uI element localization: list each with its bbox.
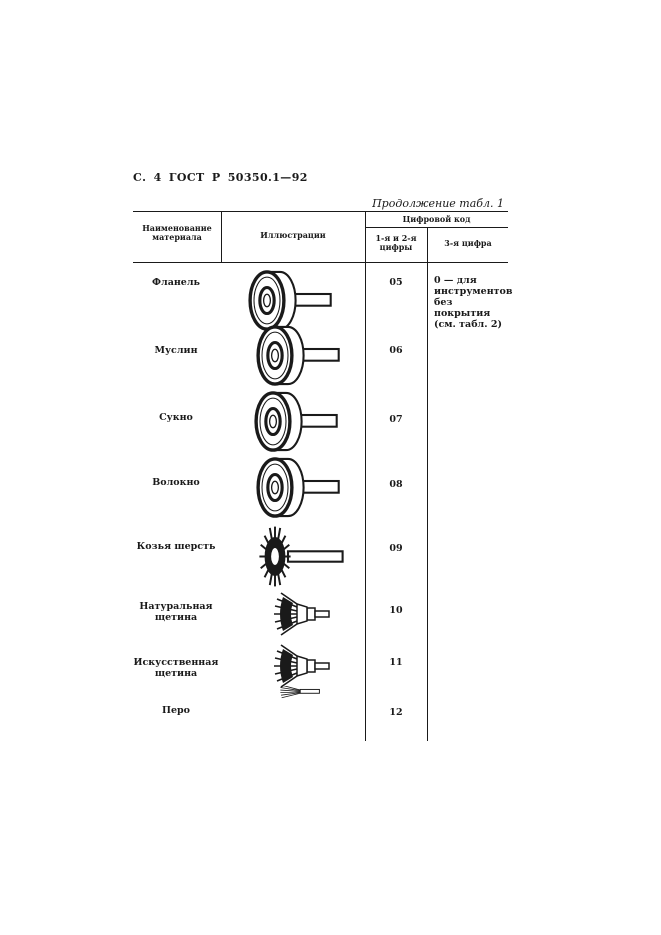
material-name: Искусственная щетина — [133, 657, 219, 679]
column-header-digits-1-2: 1-я и 2-я цифры — [375, 233, 417, 252]
digit-3-note: 0 — для инструментов без покрытия (см. табл. 2) — [434, 275, 513, 330]
material-code: 09 — [389, 543, 403, 554]
material-code: 08 — [389, 479, 403, 490]
subheader-rule — [365, 227, 508, 228]
radial-brush-icon — [231, 524, 371, 589]
material-code: 06 — [389, 345, 403, 356]
table-top-rule — [133, 211, 508, 212]
cup-brush-icon — [227, 641, 367, 691]
flat-wheel-icon — [229, 389, 369, 454]
material-code: 07 — [389, 414, 403, 425]
end-brush-icon — [227, 686, 367, 718]
material-name: Сукно — [159, 412, 193, 423]
column-header-material: Наименование материала — [142, 223, 212, 242]
header-bottom-rule — [133, 262, 508, 263]
material-code: 12 — [389, 707, 403, 718]
column-header-illustrations: Иллюстрации — [260, 230, 326, 240]
material-name: Муслин — [154, 345, 198, 356]
material-code: 05 — [389, 277, 403, 288]
material-code: 10 — [389, 605, 403, 616]
material-name: Фланель — [151, 277, 200, 288]
material-code: 11 — [389, 657, 403, 668]
column-header-digital-code: Цифровой код — [402, 214, 471, 224]
material-name: Козья шерсть — [136, 541, 216, 552]
cup-brush-icon — [227, 589, 367, 639]
material-name: Натуральная щетина — [139, 601, 213, 623]
material-name: Перо — [162, 705, 190, 716]
flat-wheel-icon — [231, 323, 371, 388]
page-header: С. 4 ГОСТ Р 50350.1—92 — [133, 171, 308, 184]
column-header-digit-3: 3-я цифра — [444, 238, 492, 248]
material-code-table — [133, 211, 513, 741]
table-continuation-label: Продолжение табл. 1 — [372, 197, 504, 210]
material-name: Волокно — [152, 477, 200, 488]
flat-wheel-icon — [231, 455, 371, 520]
column-divider-3 — [427, 227, 428, 741]
